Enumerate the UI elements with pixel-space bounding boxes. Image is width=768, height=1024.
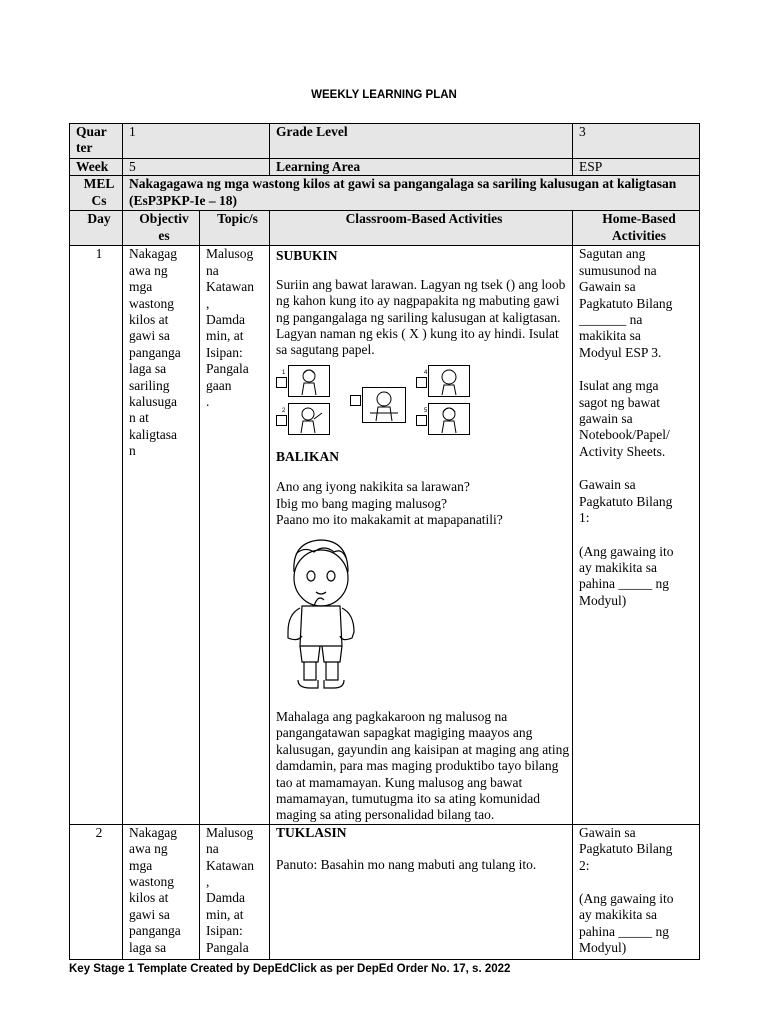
day-row	[70, 824, 700, 959]
picture-number: 1	[282, 369, 286, 376]
classroom-activities-cell	[270, 246, 573, 824]
learning-area-label: Learning Area	[270, 159, 573, 176]
quarter-value: 1	[123, 124, 270, 159]
subukin-instructions: Suriin ang bawat larawan. Lagyan ng tsek () ang loob ng kahon kung ito ay nagpapakita ng mabuting gawi ng pangangalaga ng sariling kalusugan at kaligtasan. Lagyan naman ng ekis ( X ) kung ito ay hindi. Isulat sa sagutang papel.	[276, 276, 566, 358]
objective-cell: Nakagag awa ng mga wastong kilos at gawi sa panganga laga sa	[123, 824, 200, 959]
picture-number: 5	[424, 407, 428, 414]
balikan-heading: BALIKAN	[276, 448, 340, 464]
balikan-question: Ibig mo bang maging malusog?	[276, 495, 447, 511]
day-row	[70, 246, 700, 824]
home-activity-paragraph: Isulat ang mga sagot ng bawat gawain sa Notebook/Papel/ Activity Sheets.	[579, 378, 670, 459]
objectives-header: Objectiv es	[123, 211, 200, 246]
home-activity-paragraph: Sagutan ang sumusunod na Gawain sa Pagkatuto Bilang _______ na makikita sa Modyul ESP 3.	[579, 246, 673, 360]
home-activity-paragraph: (Ang gawaing ito ay makikita sa pahina _____ ng Modyul)	[579, 890, 674, 956]
weekly-learning-plan-table	[69, 123, 700, 960]
footer-note: Key Stage 1 Template Created by DepEdClick as per DepEd Order No. 17, s. 2022	[69, 963, 511, 975]
child-picture	[288, 365, 330, 397]
picture-number: 4	[424, 369, 428, 376]
home-activities-cell	[573, 824, 700, 959]
quarter-label: Quar ter	[70, 124, 123, 159]
tuklasin-heading: TUKLASIN	[276, 824, 347, 840]
closing-paragraph: Mahalaga ang pagkakaroon ng malusog na pangangatawan sapagkat magiging maayos ang kalusugan, gayundin ang kaisipan at maging ang ating damdamin, para mas maging produktibo tayo bilang tao at mamamayan. Kung malusog ang bawat mamamayan, tumutugma ito sa ating komunidad maging sa ating personalidad bilang tao.	[276, 708, 570, 823]
child-picture	[428, 365, 470, 397]
child-picture	[288, 403, 330, 435]
home-activity-paragraph: (Ang gawaing ito ay makikita sa pahina _____ ng Modyul)	[579, 543, 674, 608]
day-number: 1	[70, 246, 123, 824]
classroom-activities-cell	[270, 824, 573, 959]
topic-cell: Malusog na Katawan , Damda min, at Isipan: Pangala	[200, 824, 270, 959]
home-activities-cell	[573, 246, 700, 824]
child-picture	[362, 387, 406, 423]
home-activity-paragraph: Gawain sa Pagkatuto Bilang 1:	[579, 477, 673, 526]
quarter-row	[70, 124, 700, 159]
melcs-row	[70, 176, 700, 211]
picture-number: 2	[282, 407, 286, 414]
melcs-value: Nakagagawa ng mga wastong kilos at gawi sa pangangalaga sa sariling kalusugan at kaligtasan (EsP3PKP-Ie – 18)	[123, 176, 700, 211]
home-activities-header: Home-Based Activities	[573, 211, 700, 246]
classroom-activities-header: Classroom-Based Activities	[270, 211, 573, 246]
grade-level-label: Grade Level	[270, 124, 573, 159]
home-activity-paragraph: Gawain sa Pagkatuto Bilang 2:	[579, 824, 673, 873]
grade-level-value: 3	[573, 124, 700, 159]
topic-cell: Malusog na Katawan , Damda min, at Isipan: Pangala gaan .	[200, 246, 270, 824]
day-number: 2	[70, 824, 123, 959]
week-label: Week	[70, 159, 123, 176]
answer-checkbox[interactable]	[350, 395, 361, 406]
melcs-label: MEL Cs	[70, 176, 123, 211]
boy-illustration	[274, 534, 368, 692]
tuklasin-instructions: Panuto: Basahin mo nang mabuti ang tulang ito.	[276, 857, 537, 873]
week-value: 5	[123, 159, 270, 176]
objective-cell: Nakagag awa ng mga wastong kilos at gawi sa panganga laga sa sariling kalusuga n at kaligtasa n	[123, 246, 200, 824]
topics-header: Topic/s	[200, 211, 270, 246]
day-header: Day	[70, 211, 123, 246]
week-row	[70, 159, 700, 176]
page-title: WEEKLY LEARNING PLAN	[311, 89, 457, 101]
learning-area-value: ESP	[573, 159, 700, 176]
subukin-pictures	[276, 365, 572, 437]
column-header-row	[70, 211, 700, 246]
child-picture	[428, 403, 470, 435]
balikan-question: Ano ang iyong nakikita sa larawan?	[276, 479, 470, 495]
balikan-question: Paano mo ito makakamit at mapapanatili?	[276, 512, 503, 528]
subukin-heading: SUBUKIN	[276, 248, 338, 264]
